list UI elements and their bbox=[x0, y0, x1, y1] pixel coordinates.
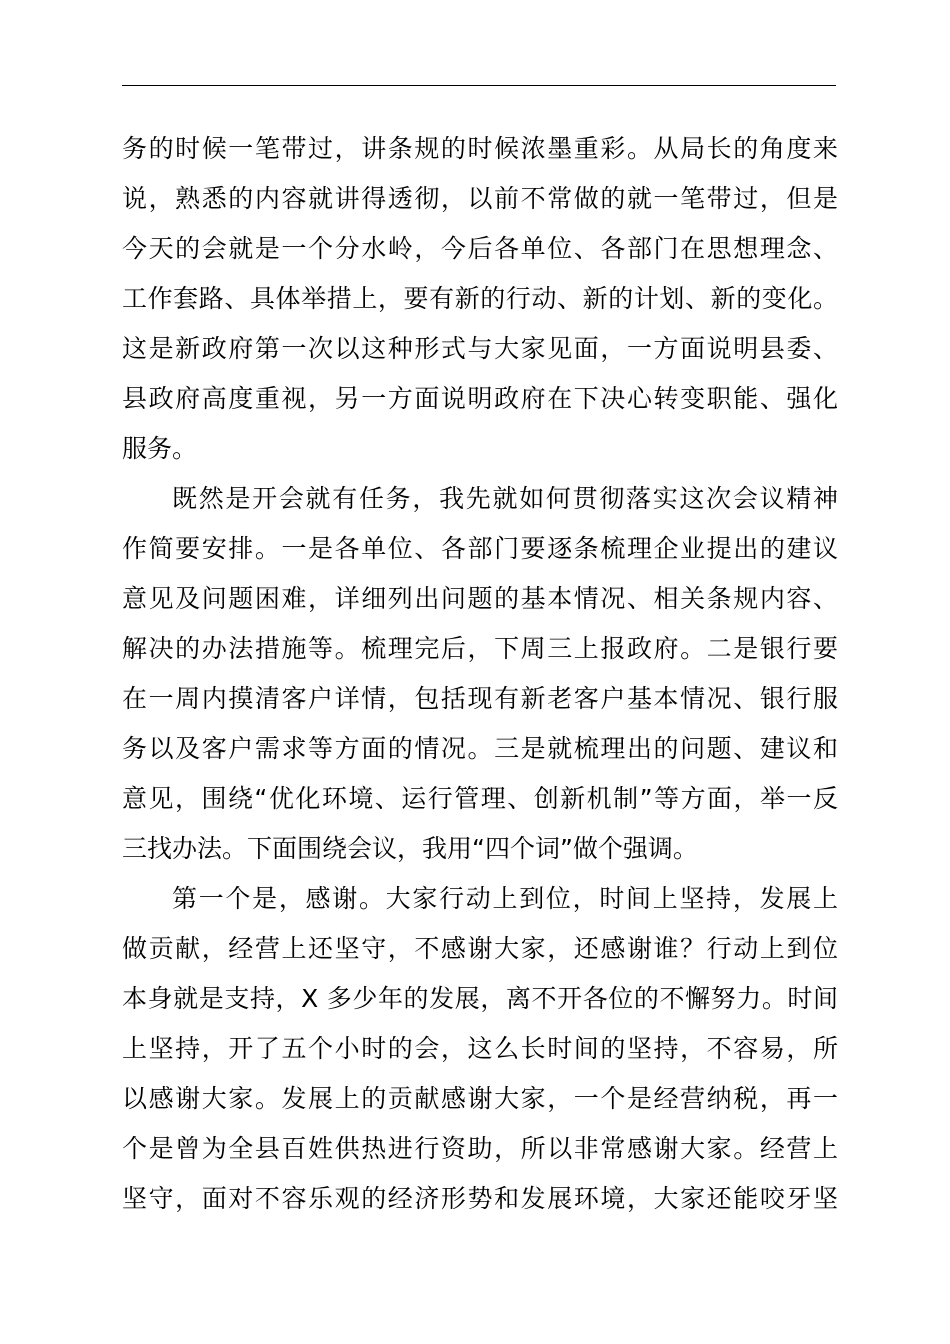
text-line: 坚守，面对不容乐观的经济形势和发展环境，大家还能咬牙坚 bbox=[122, 1184, 838, 1213]
text-line: 县政府高度重视，另一方面说明政府在下决心转变职能、强化 bbox=[122, 384, 838, 413]
text-line: 服务。 bbox=[122, 434, 198, 463]
text-line: 作简要安排。一是各单位、各部门要逐条梳理企业提出的建议 bbox=[122, 534, 838, 563]
text-line: 今天的会就是一个分水岭，今后各单位、各部门在思想理念、 bbox=[122, 234, 838, 263]
text-line: 以感谢大家。发展上的贡献感谢大家，一个是经营纳税，再一 bbox=[122, 1084, 838, 1113]
text-line: 个是曾为全县百姓供热进行资助，所以非常感谢大家。经营上 bbox=[122, 1134, 838, 1163]
text-line: 解决的办法措施等。梳理完后，下周三上报政府。二是银行要 bbox=[122, 634, 838, 663]
paragraph-first-line: 既然是开会就有任务，我先就如何贯彻落实这次会议精神 bbox=[172, 484, 838, 513]
header-rule bbox=[122, 85, 836, 86]
text-line: 说，熟悉的内容就讲得透彻，以前不常做的就一笔带过，但是 bbox=[122, 184, 838, 213]
paragraph-first-line: 第一个是，感谢。大家行动上到位，时间上坚持，发展上 bbox=[172, 884, 838, 913]
text-line: 本身就是支持，X 多少年的发展，离不开各位的不懈努力。时间 bbox=[122, 984, 838, 1013]
text-line: 意见，围绕“优化环境、运行管理、创新机制”等方面，举一反 bbox=[122, 784, 838, 813]
text-line: 务以及客户需求等方面的情况。三是就梳理出的问题、建议和 bbox=[122, 734, 838, 763]
text-line: 意见及问题困难，详细列出问题的基本情况、相关条规内容、 bbox=[122, 584, 838, 613]
text-line: 三找办法。下面围绕会议，我用“四个词”做个强调。 bbox=[122, 834, 698, 863]
text-line: 上坚持，开了五个小时的会，这么长时间的坚持，不容易，所 bbox=[122, 1034, 838, 1063]
text-line: 在一周内摸清客户详情，包括现有新老客户基本情况、银行服 bbox=[122, 684, 838, 713]
text-line: 做贡献，经营上还坚守，不感谢大家，还感谢谁？行动上到位 bbox=[122, 934, 838, 963]
body-text bbox=[122, 124, 838, 1224]
text-line: 务的时候一笔带过，讲条规的时候浓墨重彩。从局长的角度来 bbox=[122, 134, 838, 163]
text-line: 工作套路、具体举措上，要有新的行动、新的计划、新的变化。 bbox=[122, 284, 838, 313]
text-line: 这是新政府第一次以这种形式与大家见面，一方面说明县委、 bbox=[122, 334, 838, 363]
